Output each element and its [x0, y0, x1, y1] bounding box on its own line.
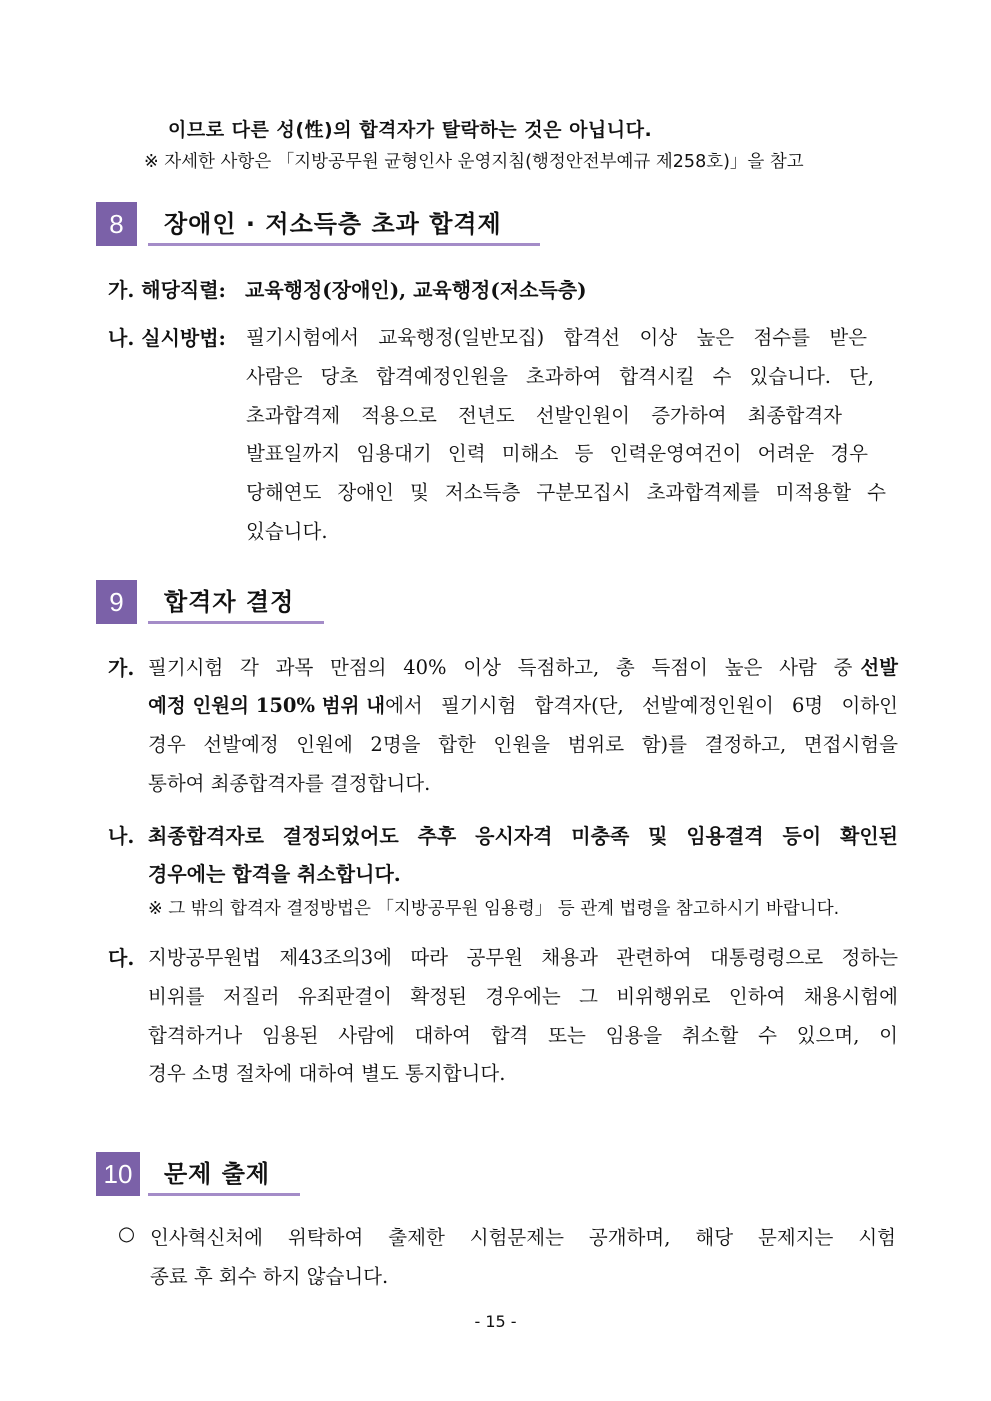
- section-number-badge: 9: [96, 580, 137, 624]
- item-a-text: 교육행정(장애인), 교육행정(저소득층): [245, 278, 587, 302]
- item-a-label: 가. 해당직렬:: [108, 278, 226, 302]
- section-number-badge: 8: [96, 202, 137, 246]
- item-a-line: 통하여 최종합격자를 결정합니다.: [148, 772, 431, 795]
- body-line: 종료 후 회수 하지 않습니다.: [150, 1265, 389, 1288]
- section-number-badge: 10: [96, 1152, 140, 1196]
- item-a-line2-bold: 예정 인원의 150% 범위 내: [148, 694, 386, 717]
- bullet-circle: ○: [118, 1222, 136, 1245]
- item-a-line: 경우 선발예정 인원에 2명을 합한 인원을 범위로 함)를 결정하고, 면접시험을: [148, 733, 898, 756]
- item-b-line: 최종합격자로 결정되었어도 추후 응시자격 미충족 및 임용결격 등이 확인된: [148, 824, 898, 848]
- body-line: 인사혁신처에 위탁하여 출제한 시험문제는 공개하며, 해당 문제지는 시험: [150, 1226, 896, 1249]
- body-line: 합격하거나 임용된 사람에 대하여 합격 또는 임용을 취소할 수 있으며, 이: [148, 1024, 898, 1047]
- section-title: 장애인 · 저소득층 초과 합격제: [148, 202, 540, 246]
- item-b-reference-note: ※ 그 밖의 합격자 결정방법은 「지방공무원 임용령」 등 관계 법령을 참고하시기 바랍니다.: [148, 899, 840, 919]
- body-line: 발표일까지 임용대기 인력 미해소 등 인력운영여건이 어려운 경우: [246, 442, 868, 465]
- intro-reference-note: ※ 자세한 사항은 「지방공무원 균형인사 운영지침(행정안전부예규 제258호)」을 참고: [144, 152, 804, 172]
- item-a-line1-text: 필기시험 각 과목 만점의 40% 이상 득점하고, 총 득점이 높은 사람 중: [148, 656, 853, 679]
- body-line: 비위를 저질러 유죄판결이 확정된 경우에는 그 비위행위로 인하여 채용시험에: [148, 985, 898, 1008]
- item-a-label: 가.: [108, 656, 135, 680]
- item-a-line: [148, 690, 898, 718]
- item-c-label: 다.: [108, 946, 135, 970]
- body-line: 필기시험에서 교육행정(일반모집) 합격선 이상 높은 점수를 받은: [246, 326, 867, 349]
- body-line: 초과합격제 적용으로 전년도 선발인원이 증가하여 최종합격자: [246, 404, 842, 427]
- item-b-label: 나.: [108, 824, 135, 848]
- body-line: 당해연도 장애인 및 저소득층 구분모집시 초과합격제를 미적용할 수: [246, 481, 886, 504]
- body-line: 경우 소명 절차에 대하여 별도 통지합니다.: [148, 1062, 506, 1085]
- section-title: 합격자 결정: [148, 580, 324, 624]
- body-line: 지방공무원법 제43조의3에 따라 공무원 채용과 관련하여 대통령령으로 정하는: [148, 946, 898, 969]
- item-b-label: 나. 실시방법:: [108, 326, 226, 350]
- page-number: - 15 -: [474, 1312, 517, 1331]
- section-title: 문제 출제: [148, 1152, 300, 1196]
- item-a-line1-bold: 선발: [860, 656, 898, 679]
- item-a-line2-text: 에서 필기시험 합격자(단, 선발예정인원이 6명 이하인: [385, 694, 898, 717]
- item-b-line: 경우에는 합격을 취소합니다.: [148, 862, 401, 886]
- body-line: 있습니다.: [246, 520, 328, 543]
- intro-bold-line: 이므로 다른 성(性)의 합격자가 탈락하는 것은 아닙니다.: [168, 119, 653, 141]
- item-a-line: [148, 652, 898, 680]
- body-line: 사람은 당초 합격예정인원을 초과하여 합격시킬 수 있습니다. 단,: [246, 365, 874, 388]
